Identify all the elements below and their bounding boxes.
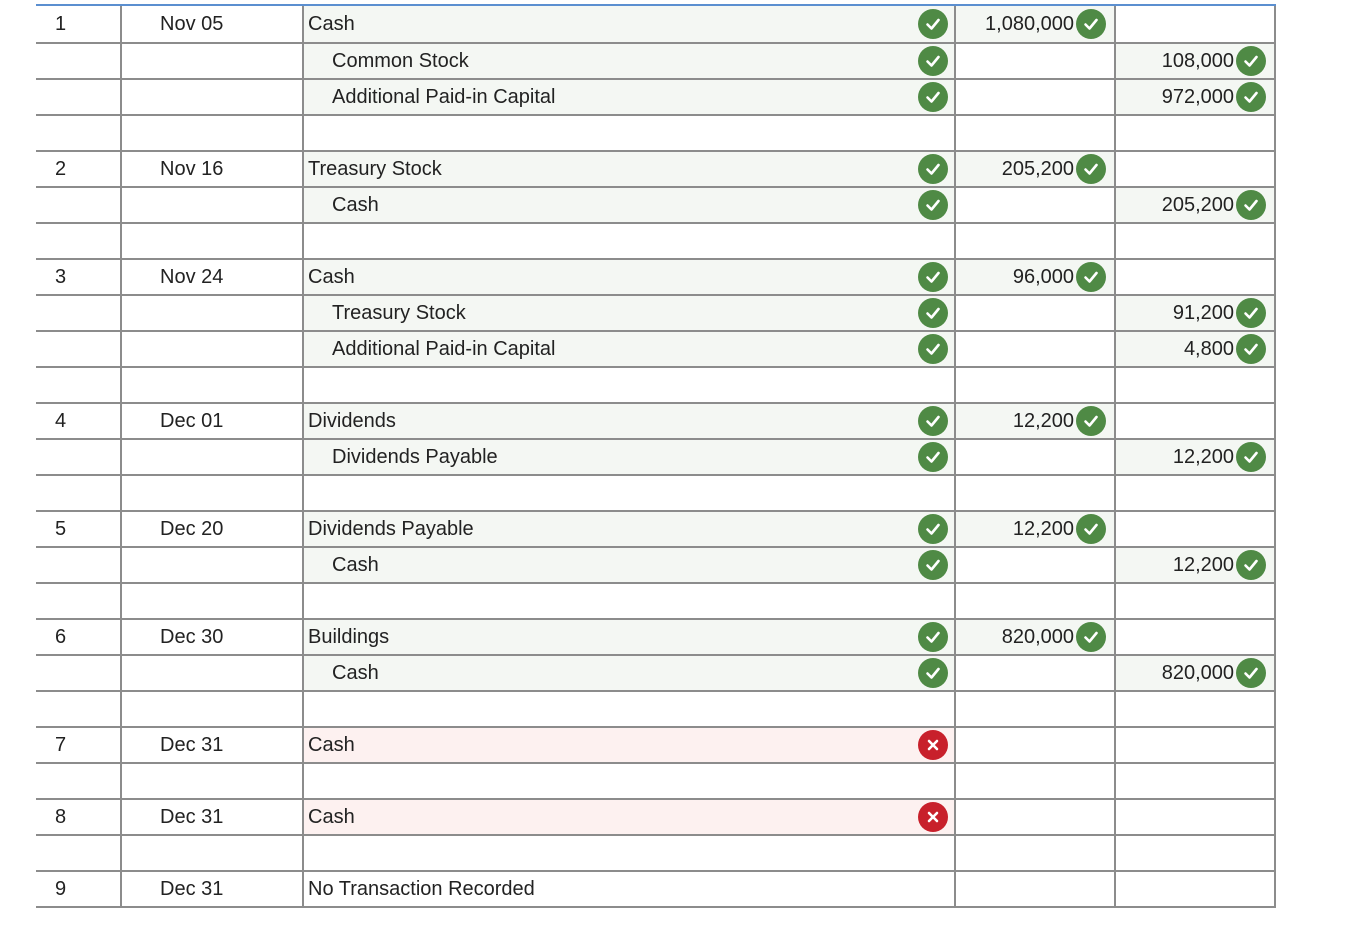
debit-field[interactable] [956, 548, 1116, 582]
entry-number-cell [36, 224, 122, 258]
check-circle-icon [918, 9, 948, 39]
journal-row [36, 728, 1276, 764]
entry-date: Dec 31 [160, 805, 224, 828]
date-cell [122, 872, 304, 906]
check-circle-icon [1236, 298, 1266, 328]
blank-row [36, 584, 1276, 620]
debit-field[interactable] [956, 620, 1116, 654]
credit-field[interactable] [1116, 872, 1276, 906]
entry-date: Dec 31 [160, 733, 224, 756]
journal-row [36, 872, 1276, 908]
entry-number-cell [36, 440, 122, 474]
entry-number: 6 [55, 625, 67, 648]
entry-number: 7 [55, 733, 67, 756]
account-field[interactable] [304, 476, 956, 510]
date-cell [122, 584, 304, 618]
entry-date: Dec 30 [160, 625, 224, 648]
entry-number-cell [36, 332, 122, 366]
date-cell [122, 620, 304, 654]
debit-field[interactable] [956, 116, 1116, 150]
credit-field[interactable] [1116, 152, 1276, 186]
entry-number: 1 [55, 12, 67, 35]
x-circle-icon [918, 802, 948, 832]
date-cell [122, 476, 304, 510]
account-title: Treasury Stock [308, 157, 442, 180]
account-field[interactable] [304, 800, 956, 834]
entry-number-cell [36, 620, 122, 654]
account-title: Buildings [308, 625, 390, 648]
account-title: Common Stock [332, 49, 469, 72]
journal-row [36, 620, 1276, 656]
account-title: Dividends [308, 409, 396, 432]
account-field[interactable] [304, 404, 956, 438]
check-circle-icon [918, 550, 948, 580]
journal-row [36, 332, 1276, 368]
credit-field[interactable] [1116, 764, 1276, 798]
account-field[interactable] [304, 368, 956, 402]
account-title: Cash [308, 805, 355, 828]
account-title: Cash [332, 661, 379, 684]
credit-field[interactable] [1116, 368, 1276, 402]
credit-amount: 108,000 [1161, 49, 1234, 72]
journal-entry-table [36, 4, 1276, 908]
credit-field[interactable] [1116, 548, 1276, 582]
debit-field[interactable] [956, 584, 1116, 618]
credit-amount: 12,200 [1172, 553, 1234, 576]
debit-field[interactable] [956, 476, 1116, 510]
check-circle-icon [1236, 550, 1266, 580]
debit-field[interactable] [956, 404, 1116, 438]
journal-row [36, 404, 1276, 440]
journal-row [36, 80, 1276, 116]
debit-field[interactable] [956, 332, 1116, 366]
date-cell [122, 152, 304, 186]
debit-field[interactable] [956, 188, 1116, 222]
credit-amount: 820,000 [1161, 661, 1234, 684]
check-circle-icon [1236, 46, 1266, 76]
entry-number-cell [36, 152, 122, 186]
debit-field[interactable] [956, 512, 1116, 546]
debit-field[interactable] [956, 440, 1116, 474]
entry-date: Dec 20 [160, 517, 224, 540]
credit-field[interactable] [1116, 296, 1276, 330]
account-field[interactable] [304, 6, 956, 42]
account-field[interactable] [304, 548, 956, 582]
check-circle-icon [1236, 658, 1266, 688]
account-field[interactable] [304, 512, 956, 546]
x-circle-icon [918, 730, 948, 760]
debit-field[interactable] [956, 764, 1116, 798]
date-cell [122, 512, 304, 546]
entry-number-cell [36, 368, 122, 402]
debit-field[interactable] [956, 44, 1116, 78]
date-cell [122, 224, 304, 258]
journal-row [36, 260, 1276, 296]
account-title: Additional Paid-in Capital [332, 337, 556, 360]
entry-number: 4 [55, 409, 67, 432]
check-circle-icon [918, 622, 948, 652]
date-cell [122, 404, 304, 438]
entry-number-cell [36, 764, 122, 798]
journal-row [36, 440, 1276, 476]
blank-row [36, 764, 1276, 800]
journal-row [36, 548, 1276, 584]
credit-amount: 972,000 [1161, 85, 1234, 108]
entry-number-cell [36, 116, 122, 150]
journal-row [36, 296, 1276, 332]
date-cell [122, 260, 304, 294]
entry-date: Nov 16 [160, 157, 224, 180]
entry-number-cell [36, 188, 122, 222]
account-field[interactable] [304, 260, 956, 294]
credit-amount: 205,200 [1161, 193, 1234, 216]
check-circle-icon [1236, 190, 1266, 220]
debit-field[interactable] [956, 836, 1116, 870]
debit-field[interactable] [956, 152, 1116, 186]
debit-amount: 96,000 [1012, 265, 1074, 288]
date-cell [122, 368, 304, 402]
account-field[interactable] [304, 692, 956, 726]
entry-number-cell [36, 512, 122, 546]
date-cell [122, 80, 304, 114]
entry-number-cell [36, 548, 122, 582]
date-cell [122, 332, 304, 366]
account-field[interactable] [304, 332, 956, 366]
account-title: Treasury Stock [332, 301, 466, 324]
debit-field[interactable] [956, 224, 1116, 258]
credit-field[interactable] [1116, 476, 1276, 510]
date-cell [122, 188, 304, 222]
entry-number: 5 [55, 517, 67, 540]
entry-number-cell [36, 836, 122, 870]
journal-row [36, 800, 1276, 836]
date-cell [122, 296, 304, 330]
account-field[interactable] [304, 440, 956, 474]
entry-number: 3 [55, 265, 67, 288]
entry-number-cell [36, 656, 122, 690]
account-title: Cash [308, 12, 355, 35]
credit-field[interactable] [1116, 260, 1276, 294]
check-circle-icon [1236, 334, 1266, 364]
date-cell [122, 800, 304, 834]
debit-amount: 1,080,000 [985, 12, 1074, 35]
check-circle-icon [1236, 442, 1266, 472]
account-field[interactable] [304, 656, 956, 690]
account-title: Dividends Payable [308, 517, 474, 540]
date-cell [122, 548, 304, 582]
date-cell [122, 440, 304, 474]
check-circle-icon [1076, 262, 1106, 292]
entry-number: 9 [55, 877, 67, 900]
account-title: Cash [308, 265, 355, 288]
debit-amount: 12,200 [1012, 409, 1074, 432]
check-circle-icon [918, 46, 948, 76]
check-circle-icon [918, 658, 948, 688]
journal-row [36, 656, 1276, 692]
check-circle-icon [1236, 82, 1266, 112]
entry-number-cell [36, 872, 122, 906]
check-circle-icon [1076, 9, 1106, 39]
debit-field[interactable] [956, 692, 1116, 726]
account-field[interactable] [304, 620, 956, 654]
credit-field[interactable] [1116, 512, 1276, 546]
entry-date: Dec 31 [160, 877, 224, 900]
journal-row [36, 188, 1276, 224]
account-field[interactable] [304, 188, 956, 222]
account-field[interactable] [304, 116, 956, 150]
credit-field[interactable] [1116, 116, 1276, 150]
journal-row [36, 512, 1276, 548]
entry-number-cell [36, 584, 122, 618]
journal-row [36, 152, 1276, 188]
entry-date: Nov 05 [160, 12, 224, 35]
blank-row [36, 476, 1276, 512]
check-circle-icon [918, 406, 948, 436]
check-circle-icon [1076, 622, 1106, 652]
entry-number-cell [36, 6, 122, 42]
date-cell [122, 764, 304, 798]
account-field[interactable] [304, 152, 956, 186]
debit-field[interactable] [956, 296, 1116, 330]
debit-field[interactable] [956, 80, 1116, 114]
entry-date: Dec 01 [160, 409, 224, 432]
debit-amount: 12,200 [1012, 517, 1074, 540]
entry-number-cell [36, 692, 122, 726]
debit-field[interactable] [956, 728, 1116, 762]
check-circle-icon [918, 334, 948, 364]
account-field[interactable] [304, 584, 956, 618]
check-circle-icon [918, 514, 948, 544]
entry-number-cell [36, 80, 122, 114]
debit-field[interactable] [956, 6, 1116, 42]
debit-field[interactable] [956, 872, 1116, 906]
account-field[interactable] [304, 296, 956, 330]
check-circle-icon [1076, 514, 1106, 544]
entry-number-cell [36, 728, 122, 762]
blank-row [36, 368, 1276, 404]
credit-field[interactable] [1116, 728, 1276, 762]
account-field[interactable] [304, 728, 956, 762]
account-field[interactable] [304, 836, 956, 870]
check-circle-icon [918, 154, 948, 184]
blank-row [36, 116, 1276, 152]
check-circle-icon [918, 298, 948, 328]
date-cell [122, 44, 304, 78]
date-cell [122, 692, 304, 726]
credit-field[interactable] [1116, 836, 1276, 870]
account-field [304, 872, 956, 906]
date-cell [122, 6, 304, 42]
entry-date: Nov 24 [160, 265, 224, 288]
account-title: Dividends Payable [332, 445, 498, 468]
account-title: Additional Paid-in Capital [332, 85, 556, 108]
entry-number-cell [36, 296, 122, 330]
date-cell [122, 728, 304, 762]
entry-number: 8 [55, 805, 67, 828]
account-field[interactable] [304, 80, 956, 114]
account-title: Cash [308, 733, 355, 756]
entry-number-cell [36, 800, 122, 834]
blank-row [36, 692, 1276, 728]
credit-field[interactable] [1116, 692, 1276, 726]
check-circle-icon [1076, 406, 1106, 436]
credit-amount: 91,200 [1172, 301, 1234, 324]
debit-field[interactable] [956, 260, 1116, 294]
account-field[interactable] [304, 764, 956, 798]
date-cell [122, 836, 304, 870]
debit-field[interactable] [956, 800, 1116, 834]
debit-amount: 205,200 [1001, 157, 1074, 180]
check-circle-icon [1076, 154, 1106, 184]
blank-row [36, 224, 1276, 260]
credit-field[interactable] [1116, 332, 1276, 366]
entry-number-cell [36, 476, 122, 510]
journal-row [36, 44, 1276, 80]
account-field[interactable] [304, 44, 956, 78]
debit-amount: 820,000 [1001, 625, 1074, 648]
credit-field[interactable] [1116, 224, 1276, 258]
journal-row [36, 6, 1276, 44]
check-circle-icon [918, 82, 948, 112]
credit-amount: 4,800 [1183, 337, 1234, 360]
check-circle-icon [918, 190, 948, 220]
entry-number-cell [36, 44, 122, 78]
credit-field[interactable] [1116, 80, 1276, 114]
entry-number: 2 [55, 157, 67, 180]
account-title: Cash [332, 193, 379, 216]
credit-field[interactable] [1116, 440, 1276, 474]
account-title: Cash [332, 553, 379, 576]
credit-field[interactable] [1116, 6, 1276, 42]
account-field[interactable] [304, 224, 956, 258]
credit-field[interactable] [1116, 44, 1276, 78]
credit-field[interactable] [1116, 584, 1276, 618]
credit-field[interactable] [1116, 620, 1276, 654]
credit-field[interactable] [1116, 404, 1276, 438]
debit-field[interactable] [956, 656, 1116, 690]
credit-field[interactable] [1116, 656, 1276, 690]
entry-number-cell [36, 404, 122, 438]
date-cell [122, 116, 304, 150]
credit-amount: 12,200 [1172, 445, 1234, 468]
check-circle-icon [918, 262, 948, 292]
credit-field[interactable] [1116, 188, 1276, 222]
debit-field[interactable] [956, 368, 1116, 402]
check-circle-icon [918, 442, 948, 472]
blank-row [36, 836, 1276, 872]
date-cell [122, 656, 304, 690]
account-title: No Transaction Recorded [308, 877, 535, 900]
credit-field[interactable] [1116, 800, 1276, 834]
entry-number-cell [36, 260, 122, 294]
